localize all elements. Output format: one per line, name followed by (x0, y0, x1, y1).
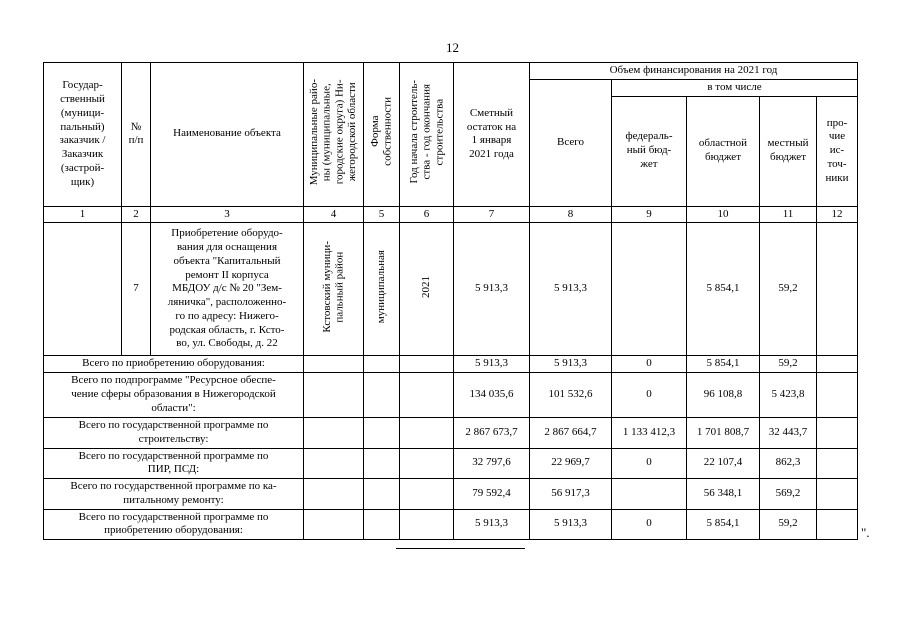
col-number: 1 (44, 206, 122, 223)
summary-balance: 32 797,6 (454, 448, 530, 479)
summary-row (44, 356, 858, 373)
text-line: городские округа) Ни- (333, 79, 346, 185)
summary-local: 569,2 (760, 479, 817, 510)
text-line: чение сферы образования в Нижегородской (71, 388, 276, 401)
header-num (122, 63, 151, 207)
object-name (151, 223, 304, 356)
summary-regional: 56 348,1 (687, 479, 760, 510)
col-number: 12 (817, 206, 858, 223)
text-line: Сметный (469, 106, 514, 119)
col-number: 3 (151, 206, 304, 223)
header-balance (454, 63, 530, 207)
summary-row (44, 509, 858, 540)
text-line: щик) (70, 175, 95, 188)
text-line: ный бюд- (626, 144, 672, 157)
summary-label (44, 356, 304, 373)
text-line: № (130, 120, 142, 133)
summary-row (44, 448, 858, 479)
text-line: чие (828, 130, 846, 143)
text-line: заказчик / (59, 134, 106, 147)
summary-regional: 5 854,1 (687, 356, 760, 373)
summary-federal: 1 133 412,3 (612, 418, 687, 449)
col-number: 5 (364, 206, 400, 223)
summary-total: 101 532,6 (530, 373, 612, 418)
text-line: Всего по государственной программе по (78, 510, 269, 523)
text-line: вания для оснащения (176, 241, 278, 254)
page-number: 12 (446, 40, 459, 55)
text-line: области": (151, 401, 196, 414)
summary-balance: 5 913,3 (454, 356, 530, 373)
text-line: местный (767, 137, 809, 150)
text-line: Всего по государственной программе по ка- (70, 480, 277, 492)
summary-row (44, 418, 858, 449)
summary-local: 862,3 (760, 448, 817, 479)
summary-federal: 0 (612, 509, 687, 540)
header-local (760, 96, 817, 206)
financing-table (43, 62, 858, 540)
col-number: 11 (760, 206, 817, 223)
text-line: Год начала строитель- (407, 80, 420, 184)
header-including: в том числе (612, 79, 858, 96)
text-line: Всего по подпрограмме "Ресурсное обеспе- (71, 374, 276, 387)
header-federal (612, 96, 687, 206)
text-line: Заказчик (61, 148, 104, 160)
summary-total: 5 913,3 (530, 356, 612, 373)
summary-regional: 96 108,8 (687, 373, 760, 418)
closing-quote-mark: ". (861, 525, 870, 540)
text-line: объекта "Капитальный (173, 254, 281, 267)
object-local: 59,2 (760, 223, 817, 356)
col-number: 9 (612, 206, 687, 223)
col-number: 4 (304, 206, 364, 223)
text-line: ремонт II корпуса (185, 268, 269, 281)
text-line: ляничка", расположенно- (167, 296, 287, 309)
summary-regional: 1 701 808,7 (687, 418, 760, 449)
summary-local: 59,2 (760, 356, 817, 373)
summary-federal: 0 (612, 373, 687, 418)
text-line: (муници- (60, 106, 105, 119)
col-number: 7 (454, 206, 530, 223)
col-number: 10 (687, 206, 760, 223)
text-line: приобретению оборудования: (104, 524, 243, 537)
header-funding-group: Объем финансирования на 2021 год (530, 63, 858, 80)
summary-regional: 22 107,4 (687, 448, 760, 479)
summary-total: 56 917,3 (530, 479, 612, 510)
object-balance: 5 913,3 (454, 223, 530, 356)
text-line: жет (640, 157, 658, 170)
text-line: строительства (432, 98, 445, 166)
text-line: пальный район (333, 251, 346, 323)
col-number: 2 (122, 206, 151, 223)
text-line: ственный (60, 93, 105, 105)
text-line: бюджет (705, 151, 741, 163)
object-total: 5 913,3 (530, 223, 612, 356)
text-line: пальный) (60, 120, 105, 133)
header-total: Всего (530, 79, 612, 206)
object-year: 2021 (400, 223, 454, 356)
summary-total: 2 867 664,7 (530, 418, 612, 449)
object-customer (44, 223, 122, 356)
object-ownership: муниципальная (364, 223, 400, 356)
summary-label (44, 418, 304, 449)
header-customer (44, 63, 122, 207)
text-line: ники (825, 171, 849, 184)
summary-label (44, 479, 304, 510)
text-line: про- (826, 116, 848, 129)
summary-label (44, 448, 304, 479)
text-line: (застрой- (60, 161, 105, 174)
object-municipality (304, 223, 364, 356)
summary-label (44, 509, 304, 540)
text-line: федераль- (625, 130, 673, 143)
text-line: бюджет (770, 151, 806, 163)
summary-row (44, 373, 858, 418)
text-line: Государ- (62, 79, 103, 92)
text-line: жегородской области (346, 82, 359, 182)
text-line: точ- (827, 157, 847, 170)
summary-federal: 0 (612, 448, 687, 479)
object-regional: 5 854,1 (687, 223, 760, 356)
summary-label (44, 373, 304, 418)
header-years (400, 63, 454, 207)
text-line: строительству: (138, 432, 209, 445)
header-regional (687, 96, 760, 206)
header-other (817, 96, 858, 206)
text-line: 1 января (471, 134, 512, 147)
summary-balance: 5 913,3 (454, 509, 530, 540)
text-line: ны (муниципальные, (320, 82, 333, 181)
text-line: п/п (128, 134, 144, 147)
column-numbers-row (44, 206, 858, 223)
object-other (817, 223, 858, 356)
summary-regional: 5 854,1 (687, 509, 760, 540)
summary-row (44, 479, 858, 510)
text-line: Всего по государственной программе по (78, 419, 269, 431)
col-number: 8 (530, 206, 612, 223)
summary-total: 5 913,3 (530, 509, 612, 540)
text-line: ПИР, ПСД: (147, 463, 200, 476)
text-line: остаток на (466, 120, 517, 133)
text-line: собственности (381, 97, 394, 167)
text-line: Кстовский муници- (320, 241, 333, 333)
object-federal (612, 223, 687, 356)
object-row (44, 223, 858, 356)
summary-balance: 134 035,6 (454, 373, 530, 418)
text-line: Всего по государственной программе по (78, 449, 269, 462)
text-line: го по адресу: Нижего- (175, 309, 279, 322)
text-line: МБДОУ д/с № 20 "Зем- (172, 282, 282, 295)
header-object-name: Наименование объекта (151, 63, 304, 207)
text-line: 2021 года (469, 148, 514, 160)
text-line: ства - год окончания (420, 84, 433, 180)
text-line: Форма (368, 116, 381, 148)
text-line: ис- (829, 144, 845, 157)
text-line: родская область, г. Ксто- (169, 323, 285, 336)
object-num: 7 (122, 223, 151, 356)
text-line: Всего по приобретению оборудования: (82, 357, 265, 370)
col-number: 6 (400, 206, 454, 223)
separator-line (396, 548, 525, 549)
summary-balance: 2 867 673,7 (454, 418, 530, 449)
text-line: Муниципальные райо- (308, 78, 321, 186)
summary-total: 22 969,7 (530, 448, 612, 479)
summary-federal: 0 (612, 356, 687, 373)
text-line: питальному ремонту: (123, 493, 224, 506)
summary-local: 5 423,8 (760, 373, 817, 418)
text-line: Приобретение оборудо- (171, 227, 283, 240)
header-ownership (364, 63, 400, 207)
header-municipality (304, 63, 364, 207)
summary-balance: 79 592,4 (454, 479, 530, 510)
summary-local: 59,2 (760, 509, 817, 540)
summary-local: 32 443,7 (760, 418, 817, 449)
summary-federal (612, 479, 687, 510)
text-line: во, ул. Свободы, д. 22 (176, 337, 278, 350)
text-line: областной (698, 137, 748, 150)
